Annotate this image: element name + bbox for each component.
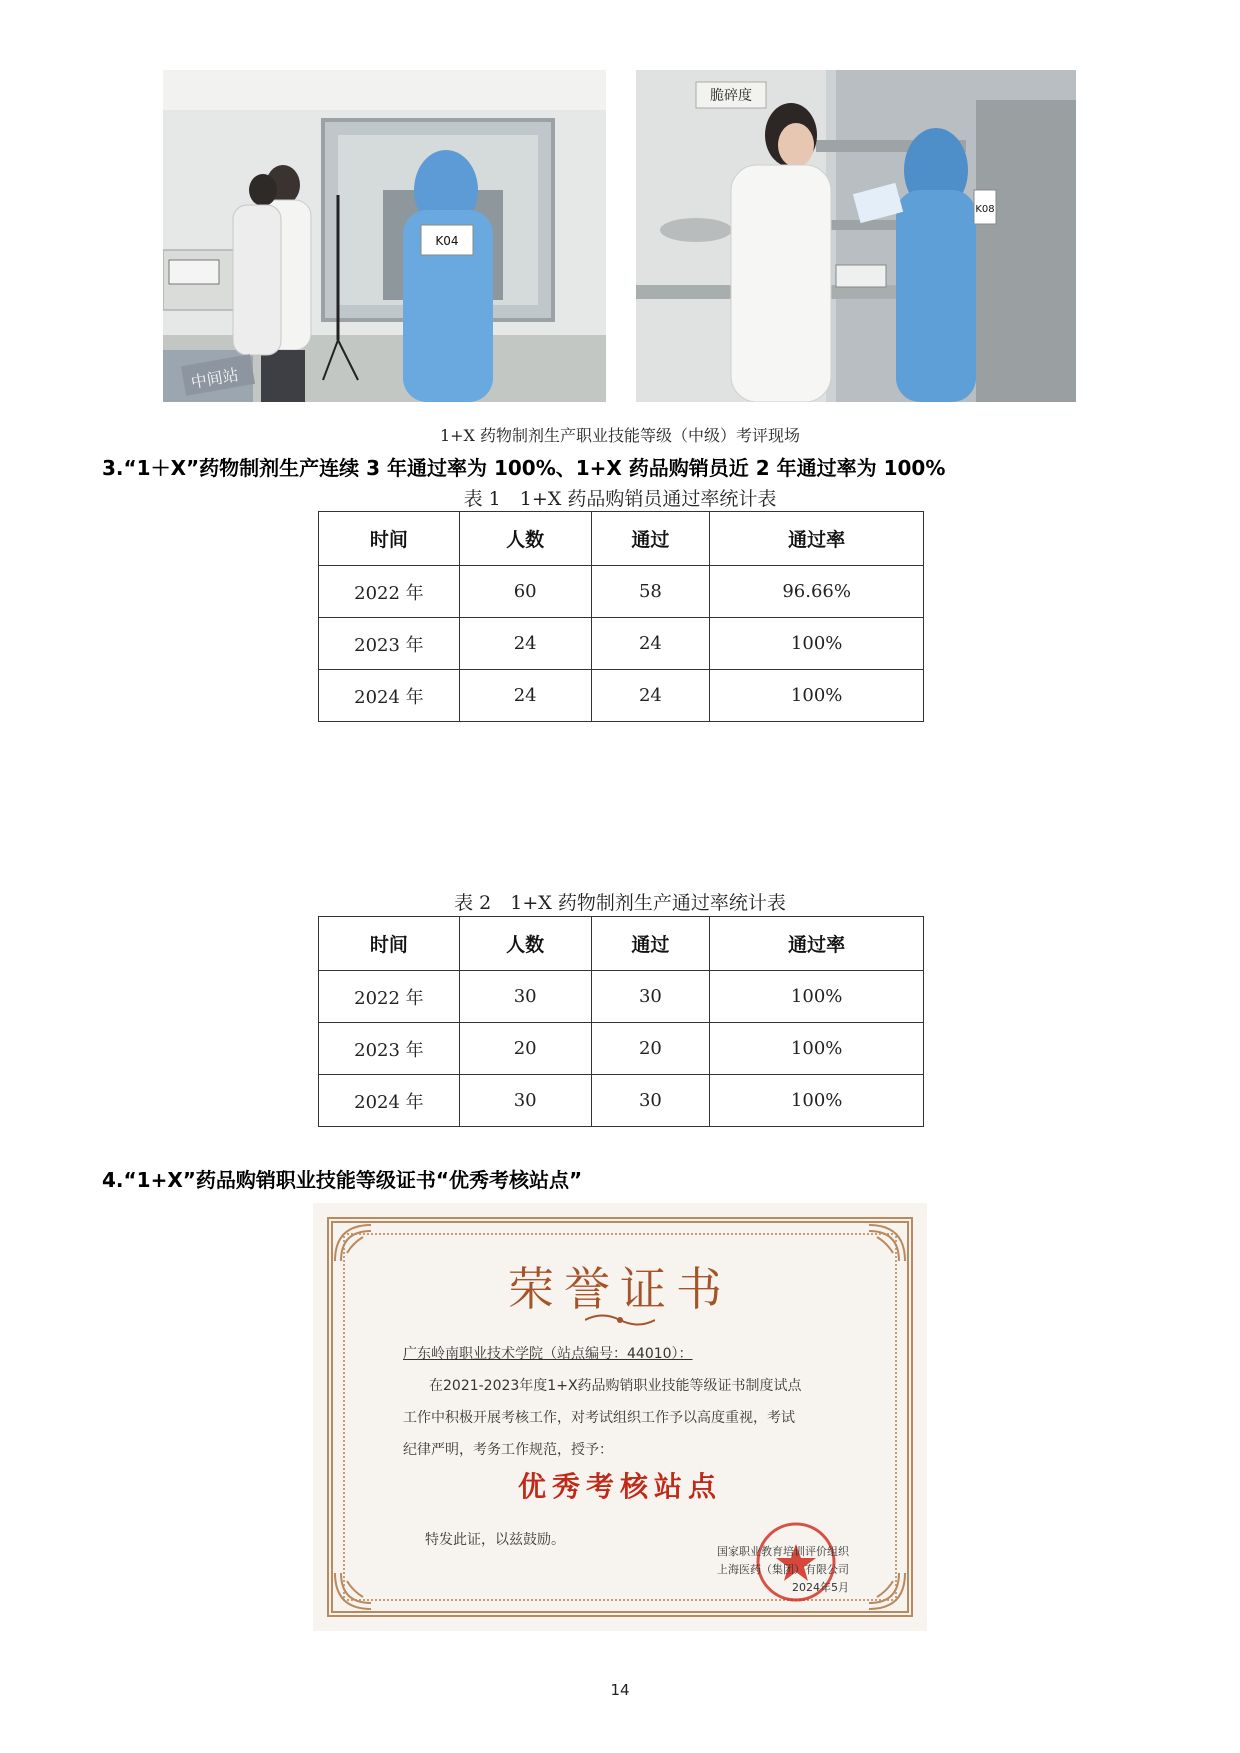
corner-ornament-icon — [333, 1571, 373, 1611]
certificate-closing: 特发此证，以兹鼓励。 — [425, 1532, 565, 1548]
table-cell: 30 — [591, 971, 710, 1023]
certificate-text-line-1: 在2021-2023年度1+X药品购销职业技能等级证书制度试点 — [429, 1378, 802, 1394]
column-header-passed: 通过 — [591, 512, 710, 566]
table-cell: 24 — [459, 618, 591, 670]
certificate-text-line-3: 纪律严明，考务工作规范，授予： — [403, 1442, 613, 1458]
table-2-title: 表 2 1+X 药物制剂生产通过率统计表 — [454, 892, 786, 914]
table-cell: 2023 年 — [319, 618, 460, 670]
column-header-time: 时间 — [319, 917, 460, 971]
table-cell: 24 — [591, 618, 710, 670]
table-cell: 20 — [591, 1023, 710, 1075]
column-header-count: 人数 — [459, 512, 591, 566]
table-cell: 100% — [710, 670, 924, 722]
table-header-row — [319, 917, 924, 971]
table-cell: 30 — [459, 1075, 591, 1127]
column-header-pass-rate: 通过率 — [710, 512, 924, 566]
table-cell: 24 — [459, 670, 591, 722]
section-3-heading: 3.“1＋X”药物制剂生产连续 3 年通过率为 100%、1+X 药品购销员近 2 年通过率为 100% — [102, 456, 946, 480]
exam-photo-right — [636, 70, 1076, 402]
certificate-title: 荣誉证书 — [508, 1262, 732, 1316]
column-header-passed: 通过 — [591, 917, 710, 971]
table-cell: 2024 年 — [319, 1075, 460, 1127]
table-cell: 100% — [710, 1023, 924, 1075]
table-cell: 2023 年 — [319, 1023, 460, 1075]
column-header-count: 人数 — [459, 917, 591, 971]
certificate-text-line-2: 工作中积极开展考核工作，对考试组织工作予以高度重视，考试 — [403, 1410, 795, 1426]
table-row — [319, 1075, 924, 1127]
section-4-heading: 4.“1+X”药品购销职业技能等级证书“优秀考核站点” — [102, 1168, 583, 1192]
table-cell: 96.66% — [710, 566, 924, 618]
photo-badge-k08: K08 — [975, 204, 995, 215]
table-cell: 60 — [459, 566, 591, 618]
table-1-title: 表 1 1+X 药品购销员通过率统计表 — [463, 488, 777, 510]
column-header-pass-rate: 通过率 — [710, 917, 924, 971]
table-cell: 100% — [710, 971, 924, 1023]
table-cell: 100% — [710, 1075, 924, 1127]
table-cell: 58 — [591, 566, 710, 618]
table-row — [319, 618, 924, 670]
photo-badge-k04: K04 — [435, 234, 459, 248]
certificate-award-title: 优秀考核站点 — [517, 1470, 722, 1503]
table-cell: 20 — [459, 1023, 591, 1075]
table-row — [319, 971, 924, 1023]
certificate-issuer-1: 国家职业教育培训评价组织 — [717, 1545, 849, 1558]
honor-certificate — [313, 1203, 927, 1631]
corner-ornament-icon — [867, 1571, 907, 1611]
table-cell: 2022 年 — [319, 971, 460, 1023]
table-row — [319, 1023, 924, 1075]
table-cell: 2022 年 — [319, 566, 460, 618]
page-number: 14 — [610, 1681, 630, 1699]
table-1-purchase-sales-pass-rate — [318, 511, 924, 722]
column-header-time: 时间 — [319, 512, 460, 566]
table-2-pharmaceutical-production-pass-rate — [318, 916, 924, 1127]
table-cell: 24 — [591, 670, 710, 722]
exam-photo-left — [163, 70, 606, 402]
table-cell: 100% — [710, 618, 924, 670]
table-row — [319, 670, 924, 722]
photo-caption: 1+X 药物制剂生产职业技能等级（中级）考评现场 — [439, 426, 801, 445]
flourish-ornament-icon — [585, 1311, 655, 1329]
certificate-issuer-2: 上海医药（集团）有限公司 — [717, 1563, 849, 1576]
table-cell: 30 — [459, 971, 591, 1023]
table-row — [319, 566, 924, 618]
table-cell: 2024 年 — [319, 670, 460, 722]
certificate-recipient: 广东岭南职业技术学院（站点编号：44010）： — [403, 1346, 693, 1362]
table-header-row — [319, 512, 924, 566]
photo-sign-station: 中间站 — [189, 364, 241, 393]
table-cell: 30 — [591, 1075, 710, 1127]
photo-sign-friability: 脆碎度 — [710, 88, 752, 104]
certificate-date: 2024年5月 — [792, 1581, 849, 1594]
